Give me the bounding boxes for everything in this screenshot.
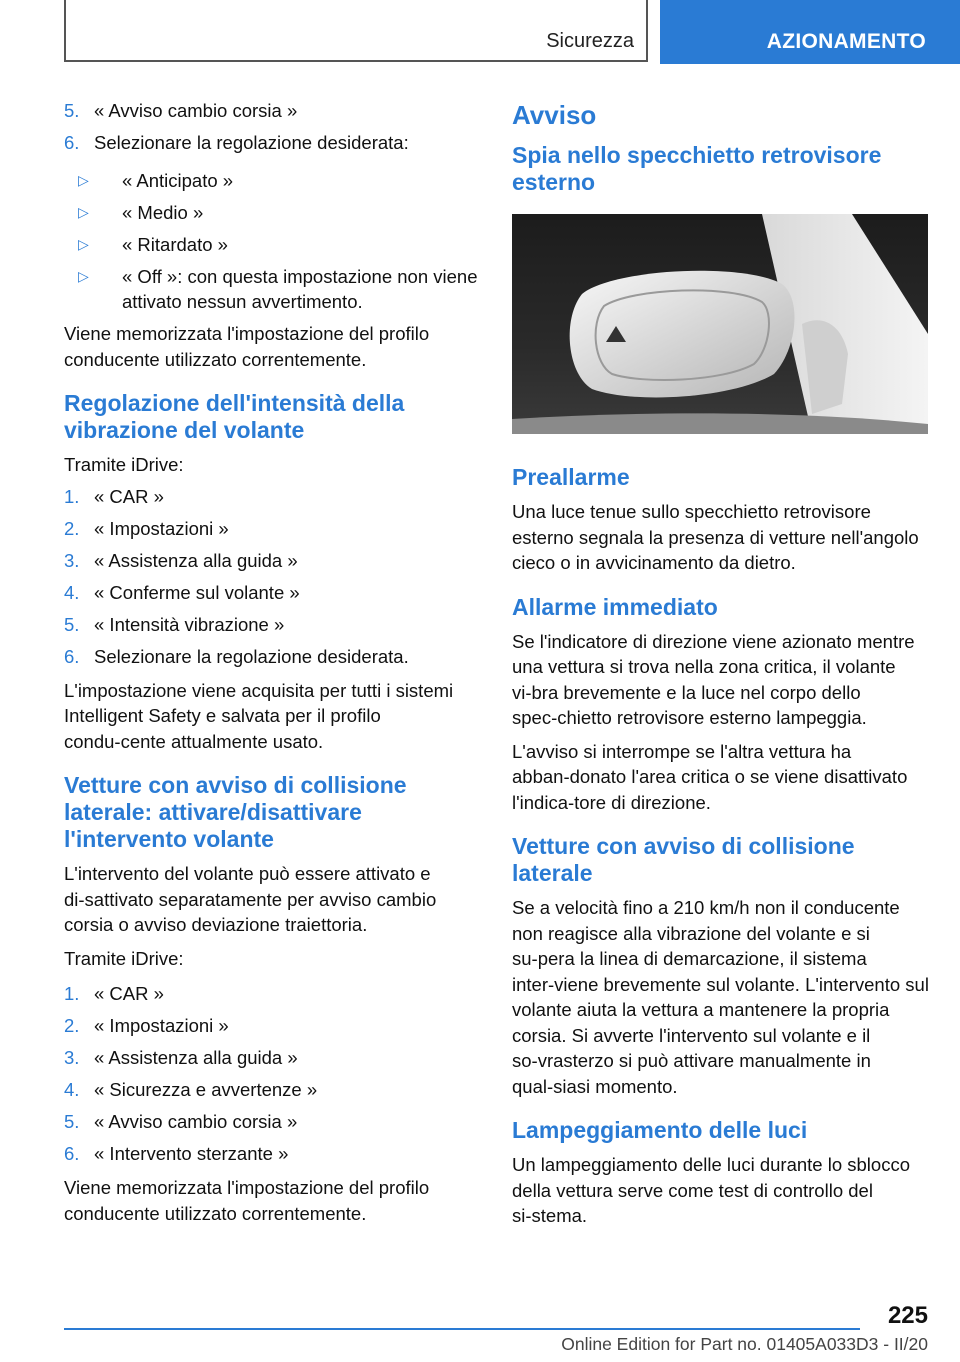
list-item: 3. « Assistenza alla guida » bbox=[64, 1047, 298, 1068]
heading-lampeggiamento: Lampeggiamento delle luci bbox=[512, 1117, 808, 1143]
footer-divider bbox=[64, 1328, 860, 1330]
section-tab-label: Sicurezza bbox=[546, 30, 634, 52]
paragraph: L'avviso si interrompe se l'altra vettura ha abban‑donato l'area critica o se viene disattivato l'indica‑tore di direzione. bbox=[512, 740, 908, 813]
side-mirror-illustration bbox=[512, 214, 928, 434]
list-item: 2. « Impostazioni » bbox=[64, 517, 229, 539]
heading-side-collision: Vetture con avviso di collisione laterale: attivare/disattivare l'intervento volante bbox=[64, 772, 407, 852]
bullet-item: ▷ « Anticipato » bbox=[78, 170, 234, 191]
left-column bbox=[64, 100, 480, 1234]
paragraph: L'intervento del volante può essere attivato e di‑sattivato separatamente per avviso cambio corsia o avviso deviazione traiettoria. bbox=[64, 863, 437, 935]
paragraph: Un lampeggiamento delle luci durante lo sblocco della vettura serve come test di controllo del si‑stema. bbox=[512, 1154, 910, 1226]
list-item: 5. « Avviso cambio corsia » bbox=[64, 1111, 298, 1132]
edition-footer: Online Edition for Part no. 01405A033D3 - II/20 bbox=[561, 1334, 928, 1354]
heading-avviso: Avviso bbox=[512, 100, 597, 130]
list-item: 6. « Intervento sterzante » bbox=[64, 1143, 289, 1164]
list-item: 4. « Conferme sul volante » bbox=[64, 581, 300, 603]
heading-preallarme: Preallarme bbox=[512, 464, 630, 490]
triangle-bullet-icon: ▷ bbox=[78, 172, 89, 188]
bullet-item: ▷ « Ritardato » bbox=[78, 234, 228, 255]
list-item: 2. « Impostazioni » bbox=[64, 1015, 229, 1036]
triangle-bullet-icon: ▷ bbox=[78, 268, 89, 284]
list-item: 5. « Intensità vibrazione » bbox=[64, 613, 285, 635]
list-item: 4. « Sicurezza e avvertenze » bbox=[64, 1079, 318, 1100]
triangle-bullet-icon: ▷ bbox=[78, 236, 89, 252]
heading-mirror-light: Spia nello specchietto retrovisore esterno bbox=[512, 142, 882, 195]
right-column bbox=[512, 100, 932, 1237]
paragraph: Tramite iDrive: bbox=[64, 454, 184, 475]
paragraph: L'impostazione viene acquisita per tutti i sistemi Intelligent Safety e salvata per il profilo condu‑cente attualmente usato. bbox=[64, 679, 454, 752]
page-number: 225 bbox=[887, 1302, 928, 1329]
paragraph: Viene memorizzata l'impostazione del profilo conducente utilizzato correntemente. bbox=[64, 1177, 430, 1224]
chapter-tab[interactable] bbox=[660, 0, 960, 64]
list-item: 1. « CAR » bbox=[64, 983, 164, 1004]
paragraph: Viene memorizzata l'impostazione del profilo conducente utilizzato correntemente. bbox=[64, 323, 430, 370]
paragraph: Una luce tenue sullo specchietto retrovisore esterno segnala la presenza di vetture nell'angolo cieco o in avvicinamento da dietro. bbox=[512, 501, 919, 573]
heading-side-collision-right: Vetture con avviso di collisione laterale bbox=[512, 833, 855, 886]
paragraph: Se l'indicatore di direzione viene azionato mentre una vettura si trova nella zona critica, il volante vi‑bra brevemente e la luce nel corpo dello spec‑chietto retrovisore esterno lampeggia. bbox=[512, 630, 915, 728]
list-item: 5. « Avviso cambio corsia » bbox=[64, 100, 298, 121]
heading-vibration-intensity: Regolazione dell'intensità della vibrazione del volante bbox=[64, 390, 405, 443]
list-item: 6. Selezionare la regolazione desiderata: bbox=[64, 132, 409, 153]
bullet-item: ▷ « Medio » bbox=[78, 202, 204, 223]
paragraph: Se a velocità fino a 210 km/h non il conducente non reagisce alla vibrazione del volante e si su‑pera la linea di demarcazione, il sistema inter‑viene brevemente sul volante. L'intervento sul volante aiuta la vettura a mantenere la propria corsia. Si avverte l'intervento sul volante e il so‑vrasterzo si può attivare manualmente in qual‑siasi momento. bbox=[512, 897, 929, 1097]
list-item: 3. « Assistenza alla guida » bbox=[64, 549, 298, 571]
bullet-item: ▷ « Off »: con questa impostazione non viene attivato nessun avvertimento. bbox=[78, 266, 478, 312]
chapter-tab-label: AZIONAMENTO bbox=[766, 30, 926, 53]
side-mirror-image bbox=[512, 214, 928, 434]
page-header bbox=[0, 0, 960, 66]
list-item: 6. Selezionare la regolazione desiderata. bbox=[64, 645, 409, 667]
heading-allarme-immediato: Allarme immediato bbox=[512, 593, 718, 620]
triangle-bullet-icon: ▷ bbox=[78, 204, 89, 220]
section-tab[interactable] bbox=[64, 0, 648, 62]
paragraph: Tramite iDrive: bbox=[64, 947, 184, 969]
list-item: 1. « CAR » bbox=[64, 485, 164, 507]
